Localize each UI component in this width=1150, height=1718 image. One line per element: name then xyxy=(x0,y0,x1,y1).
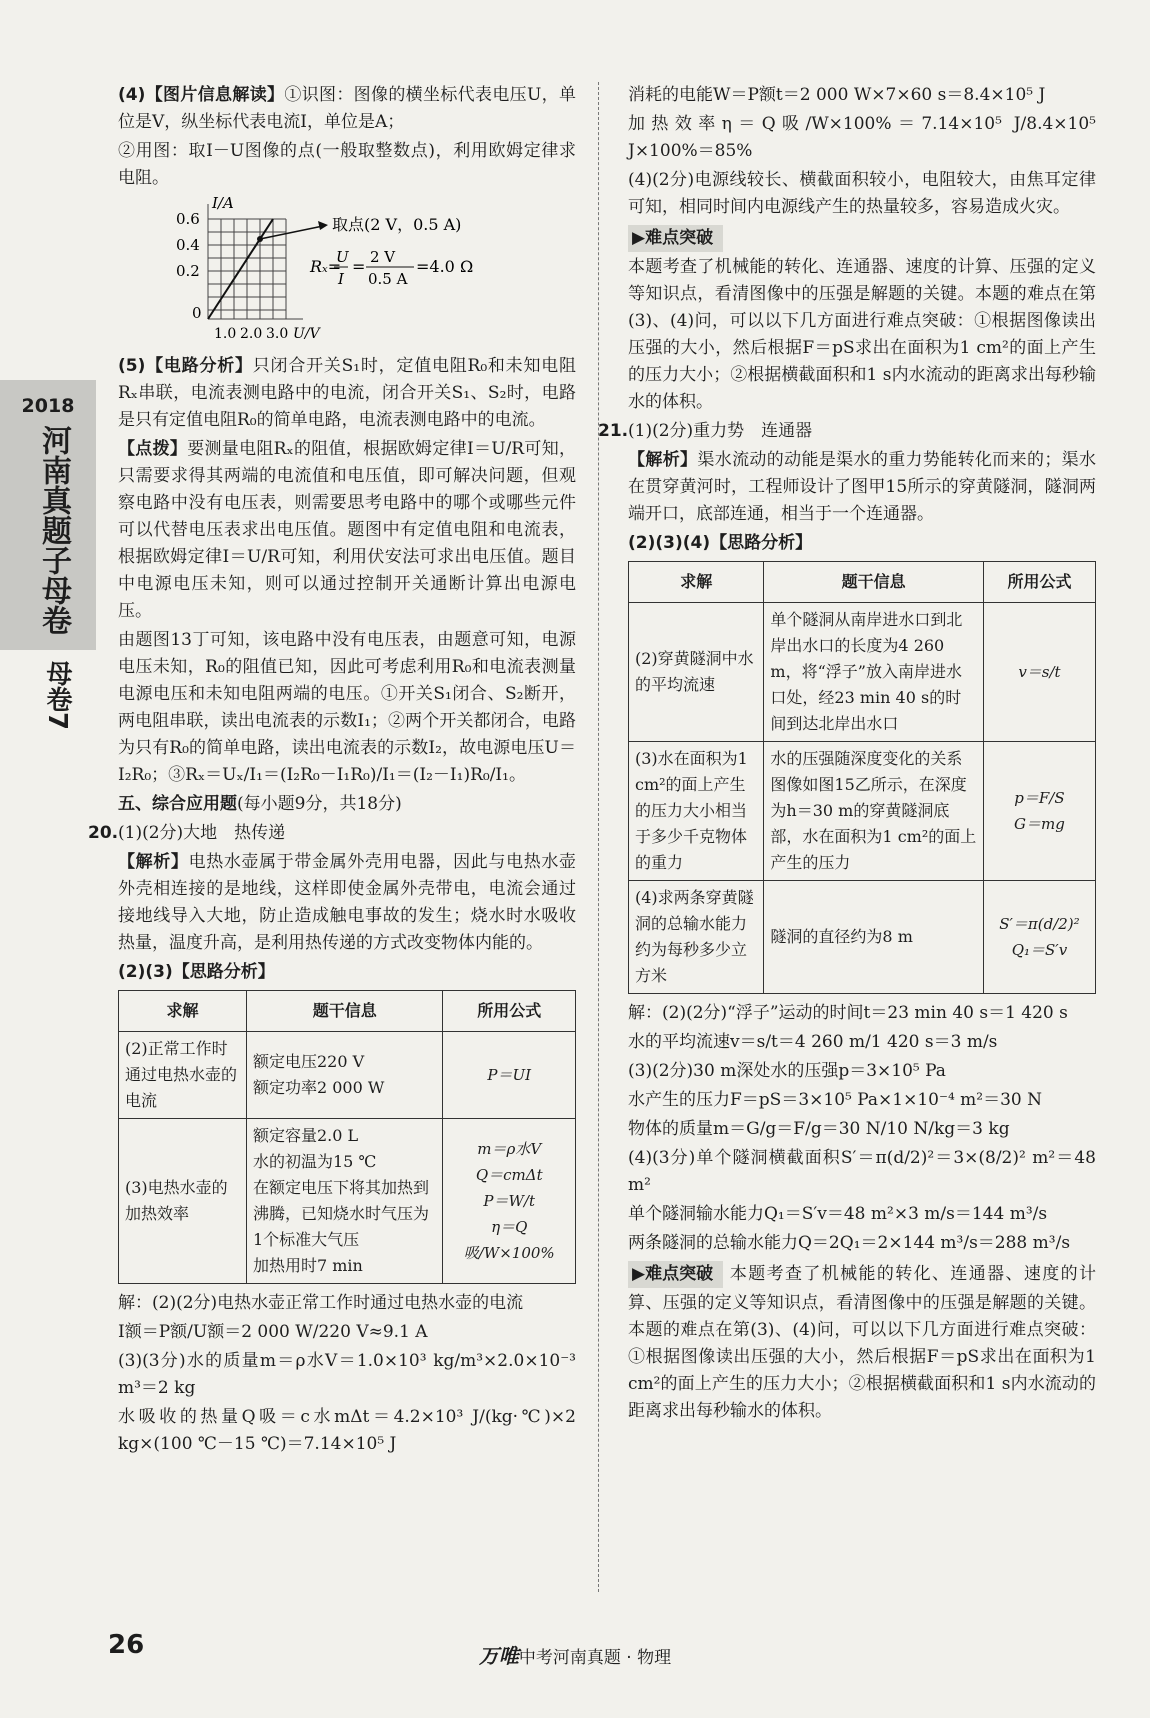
table-cell: (2)穿黄隧洞中水的平均流速 xyxy=(629,603,764,742)
q5-block: (5)【电路分析】只闭合开关S₁时，定值电阻R₀和未知电阻Rₓ串联，电流表测电路中的电流，闭合开关S₁、S₂时，电路是只有定值电阻R₀的简单电路，电流表测电路中的电流。 xyxy=(118,356,576,430)
table-header: 求解 xyxy=(629,562,764,603)
q21-analysis-table xyxy=(628,561,1096,994)
solution-line: 消耗的电能W＝P额t＝2 000 W×7×60 s＝8.4×10⁵ J xyxy=(628,85,1046,105)
table-cell: (4)求两条穿黄隧洞的总输水能力约为每秒多少立方米 xyxy=(629,881,764,994)
q21-analysis: 【解析】渠水流动的动能是渠水的重力势能转化而来的；渠水在贯穿黄河时，工程师设计了图甲15所示的穿黄隧洞，隧洞两端开口，底部连通，相当于一个连通器。 xyxy=(628,450,1097,524)
q21-think-label: (2)(3)(4)【思路分析】 xyxy=(628,533,813,553)
q20-answer: 20.(1)(2分)大地 热传递 xyxy=(88,823,286,843)
origin-label: 0 xyxy=(192,304,202,322)
tip-block: 【点拨】要测量电阻Rₓ的阻值，根据欧姆定律I＝U/R可知，只需要求得其两端的电流值和电压值，即可解决问题，但观察电路中没有电压表，则需要思考电路中的哪个或哪些元件可以代替电压表求出电压值。题图中有定值电阻和电流表，根据欧姆定律I＝U/R可知，利用伏安法可求出电压值。题目中电源电压未知，则可以通过控制开关通断计算出电源电压。 xyxy=(118,439,576,621)
difficulty-badge: ▶难点突破 xyxy=(628,225,723,252)
formula-result: =4.0 Ω xyxy=(416,257,474,276)
solution-line: (4)(2分)电源线较长、横截面积较小，电阻较大，由焦耳定律可知，相同时间内电源线产生的热量较多，容易造成火灾。 xyxy=(628,170,1096,217)
iu-line xyxy=(208,219,273,319)
solution-line: 单个隧洞输水能力Q₁＝S′v＝48 m²×3 m/s＝144 m³/s xyxy=(628,1204,1048,1224)
column-divider xyxy=(598,82,599,1592)
table-row xyxy=(119,1032,576,1119)
q20-think-label: (2)(3)【思路分析】 xyxy=(118,962,275,982)
table-cell: 隧洞的直径约为8 m xyxy=(764,881,983,994)
table-cell: (3)水在面积为1 cm²的面上产生的压力大小相当于多少千克物体的重力 xyxy=(629,742,764,881)
difficulty-block-2: ▶难点突破 本题考查了机械能的转化、连通器、速度的计算、压强的定义等知识点，看清图像中的压强是解题的关键。本题的难点在第(3)、(4)问，可以以下几方面进行难点突破：①根据图像读出压强的大小，然后根据F＝pS求出在面积为1 cm²的面上产生的压力大小；②根据横截面积和1 s内水流动的距离求出每秒输水的体积。 xyxy=(628,1259,1096,1425)
formula-a: 0.5 A xyxy=(368,270,408,288)
table-header: 所用公式 xyxy=(443,991,576,1032)
formula-i: I xyxy=(338,270,344,288)
table-cell: p＝F/S G＝mg xyxy=(983,742,1095,881)
formula-u: U xyxy=(336,248,349,266)
x-axis-label: U/V xyxy=(293,326,320,342)
table-row xyxy=(629,603,1096,742)
table-cell: P＝UI xyxy=(443,1032,576,1119)
q20-analysis: 【解析】电热水壶属于带金属外壳用电器，因此与电热水壶外壳相连接的是地线，这样即使金属外壳带电，电流会通过接地线导入大地，防止造成触电事故的发生；烧水时水吸收热量，温度升高，是利用热传递的方式改变物体内能的。 xyxy=(118,852,577,953)
solution-line: 水产生的压力F＝pS＝3×10⁵ Pa×1×10⁻⁴ m²＝30 N xyxy=(628,1090,1043,1110)
page-number: 26 xyxy=(108,1630,145,1660)
table-cell: m＝ρ水V Q＝cmΔt P＝W/t η＝Q吸/W×100% xyxy=(443,1119,576,1284)
solution-line: 加热效率η＝Q吸/W×100%＝7.14×10⁵ J/8.4×10⁵ J×100%＝85% xyxy=(628,114,1096,161)
x-tick: 1.0 xyxy=(214,326,237,342)
section-heading: 五、综合应用题(每小题9分，共18分) xyxy=(118,794,402,814)
table-cell: 额定电压220 V 额定功率2 000 W xyxy=(246,1032,443,1119)
table-cell: 额定容量2.0 L 水的初温为15 ℃ 在额定电压下将其加热到沸腾，已知烧水时气压为1个标准大气压 加热用时7 min xyxy=(246,1119,443,1284)
y-axis-label: I/A xyxy=(212,194,234,212)
sidebar-title: 河南真题子母卷 xyxy=(36,425,71,635)
q21-answer: 21.(1)(2分)重力势 连通器 xyxy=(598,421,813,441)
iu-graph xyxy=(118,194,576,344)
solution-line: (3)(2分)30 m深处水的压强p＝3×10⁵ Pa xyxy=(628,1061,946,1081)
table-row xyxy=(629,742,1096,881)
table-header-row xyxy=(629,562,1096,603)
brand-logo: 万唯 xyxy=(478,1644,519,1668)
table-header: 所用公式 xyxy=(983,562,1095,603)
formula-eq: = xyxy=(352,257,366,276)
table-row xyxy=(119,1119,576,1284)
table-cell: S′＝π(d/2)² Q₁＝S′v xyxy=(983,881,1095,994)
sidebar-label: 母卷7 xyxy=(42,660,72,731)
table-row xyxy=(629,881,1096,994)
table-cell: 单个隧洞从南岸进水口到北岸出水口的长度为4 260 m，将“浮子”放入南岸进水口处，经23 min 40 s的时间到达北岸出水口 xyxy=(764,603,983,742)
solution-line: 水的平均流速v＝s/t＝4 260 m/1 420 s＝3 m/s xyxy=(628,1032,998,1052)
x-tick: 2.0 xyxy=(240,326,263,342)
table-header: 题干信息 xyxy=(764,562,983,603)
difficulty-text: 本题考查了机械能的转化、连通器、速度的计算、压强的定义等知识点，看清图像中的压强是解题的关键。本题的难点在第(3)、(4)问，可以以下几方面进行难点突破：①根据图像读出压强的大小，然后根据F＝pS求出在面积为1 cm²的面上产生的压力大小；②根据横截面积和1 s内水流动的距离求出每秒输水的体积。 xyxy=(628,257,1096,412)
y-tick: 0.2 xyxy=(176,262,200,280)
table-cell: (3)电热水壶的加热效率 xyxy=(119,1119,247,1284)
right-column xyxy=(598,82,1097,1427)
q20-analysis-table xyxy=(118,990,576,1284)
formula-lhs: Rₓ= xyxy=(310,257,342,276)
solution-line: (3)(3分)水的质量m＝ρ水V＝1.0×10³ kg/m³×2.0×10⁻³ m³＝2 kg xyxy=(118,1351,576,1398)
footer-title: 中考河南真题 · 物理 xyxy=(518,1648,672,1668)
sidebar-year: 2018 xyxy=(21,395,75,417)
left-column xyxy=(88,82,577,1460)
q4-line2: ②用图：取I－U图像的点(一般取整数点)，利用欧姆定律求电阻。 xyxy=(118,141,576,188)
tip-block-2: 由题图13丁可知，该电路中没有电压表，由题意可知，电源电压未知，R₀的阻值已知，因此可考虑利用R₀和电流表测量电源电压和未知电阻两端的电压。①开关S₁闭合、S₂断开，两电阻串联，读出电流表的示数I₁；②两个开关都闭合，电路为只有R₀的简单电路，读出电流表的示数I₂，故电源电压U＝I₂R₀；③Rₓ＝Uₓ/I₁＝(I₂R₀－I₁R₀)/I₁＝(I₂－I₁)R₀/I₁。 xyxy=(118,630,576,785)
solution-line: 物体的质量m＝G/g＝F/g＝30 N/10 N/kg＝3 kg xyxy=(628,1119,1010,1139)
solution-line: I额＝P额/U额＝2 000 W/220 V≈9.1 A xyxy=(118,1322,428,1342)
footer xyxy=(0,1640,1150,1669)
y-tick: 0.4 xyxy=(176,236,200,254)
pick-label: 取点(2 V，0.5 A) xyxy=(332,215,462,234)
solution-line: 两条隧洞的总输水能力Q＝2Q₁＝2×144 m³/s＝288 m³/s xyxy=(628,1233,1071,1253)
table-header-row xyxy=(119,991,576,1032)
formula-v: 2 V xyxy=(370,248,396,266)
table-header: 题干信息 xyxy=(246,991,443,1032)
y-tick: 0.6 xyxy=(176,210,200,228)
solution-line: 解：(2)(2分)电热水壶正常工作时通过电热水壶的电流 xyxy=(118,1293,524,1313)
table-header: 求解 xyxy=(119,991,247,1032)
solution-line: (4)(3分)单个隧洞横截面积S′＝π(d/2)²＝3×(8/2)² m²＝48 m² xyxy=(628,1148,1096,1195)
solution-line: 水吸收的热量Q吸＝c水mΔt＝4.2×10³ J/(kg·℃)×2 kg×(100 ℃－15 ℃)＝7.14×10⁵ J xyxy=(118,1407,576,1454)
table-cell: (2)正常工作时通过电热水壶的电流 xyxy=(119,1032,247,1119)
solution-line: 解：(2)(2分)“浮子”运动的时间t＝23 min 40 s＝1 420 s xyxy=(628,1003,1068,1023)
table-cell: v＝s/t xyxy=(983,603,1095,742)
q4-block: (4)【图片信息解读】①识图：图像的横坐标代表电压U，单位是V，纵坐标代表电流I，单位是A； xyxy=(118,85,576,132)
x-tick: 3.0 xyxy=(266,326,289,342)
table-cell: 水的压强随深度变化的关系图像如图15乙所示，在深度为h＝30 m的穿黄隧洞底部，水在面积为1 cm²的面上产生的压力 xyxy=(764,742,983,881)
